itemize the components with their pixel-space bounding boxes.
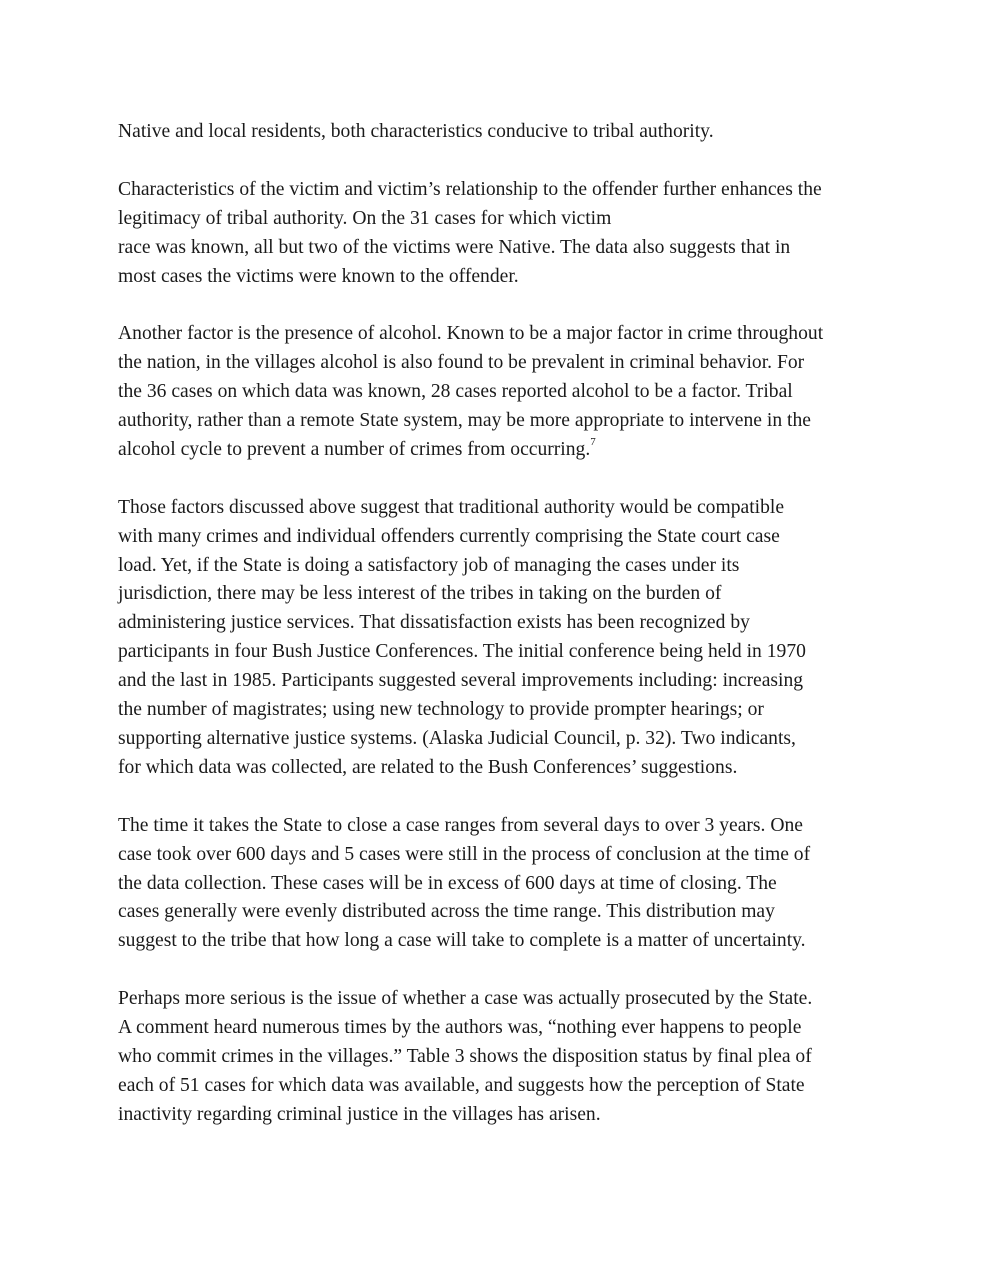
text-line: who commit crimes in the villages.” Table 3 shows the disposition status by final plea of xyxy=(118,1045,812,1067)
text-line: cases generally were evenly distributed across the time range. This distribution may xyxy=(118,901,775,923)
text-line: participants in four Bush Justice Conferences. The initial conference being held in 1970 xyxy=(118,641,806,663)
text-line: authority, rather than a remote State system, may be more appropriate to intervene in the xyxy=(118,410,811,432)
paragraph-4 xyxy=(118,494,898,783)
text-line: with many crimes and individual offenders currently comprising the State court case xyxy=(118,525,780,547)
footnote-marker[interactable]: 7 xyxy=(590,436,596,449)
document-page xyxy=(118,118,898,1159)
paragraph-6 xyxy=(118,985,898,1130)
text-line: Another factor is the presence of alcohol. Known to be a major factor in crime throughout xyxy=(118,323,824,345)
text-line: race was known, all but two of the victims were Native. The data also suggests that in xyxy=(118,236,791,258)
text-line: legitimacy of tribal authority. On the 31 cases for which victim xyxy=(118,207,612,229)
text-line: the nation, in the villages alcohol is also found to be prevalent in criminal behavior. For xyxy=(118,352,805,374)
text-line-with-footnote xyxy=(118,436,898,465)
text-line: each of 51 cases for which data was available, and suggests how the perception of State xyxy=(118,1074,805,1096)
text-line: Characteristics of the victim and victim’s relationship to the offender further enhances the xyxy=(118,178,822,200)
text-line: suggest to the tribe that how long a case will take to complete is a matter of uncertainty. xyxy=(118,930,806,952)
paragraph-2 xyxy=(118,176,898,292)
text-line: jurisdiction, there may be less interest of the tribes in taking on the burden of xyxy=(118,583,722,605)
paragraph-1 xyxy=(118,118,898,147)
text-line: load. Yet, if the State is doing a satisfactory job of managing the cases under its xyxy=(118,554,740,576)
text-line: the data collection. These cases will be in excess of 600 days at time of closing. The xyxy=(118,872,777,894)
text-line: Perhaps more serious is the issue of whether a case was actually prosecuted by the State. xyxy=(118,988,813,1010)
paragraph-5 xyxy=(118,812,898,957)
paragraph-3 xyxy=(118,320,898,465)
text-line: for which data was collected, are related to the Bush Conferences’ suggestions. xyxy=(118,756,738,778)
text-line: alcohol cycle to prevent a number of crimes from occurring. xyxy=(118,438,591,460)
text-line: supporting alternative justice systems. (Alaska Judicial Council, p. 32). Two indicants, xyxy=(118,727,796,749)
text-line: case took over 600 days and 5 cases were still in the process of conclusion at the time of xyxy=(118,843,811,865)
text-line: the number of magistrates; using new technology to provide prompter hearings; or xyxy=(118,699,764,721)
text-line: Native and local residents, both characteristics conducive to tribal authority. xyxy=(118,121,714,142)
text-line: most cases the victims were known to the offender. xyxy=(118,265,519,287)
text-line: Those factors discussed above suggest that traditional authority would be compatible xyxy=(118,496,785,518)
text-line: administering justice services. That dissatisfaction exists has been recognized by xyxy=(118,612,750,634)
text-line: inactivity regarding criminal justice in the villages has arisen. xyxy=(118,1103,601,1125)
text-line: The time it takes the State to close a case ranges from several days to over 3 years. One xyxy=(118,814,803,836)
text-line: A comment heard numerous times by the authors was, “nothing ever happens to people xyxy=(118,1017,802,1039)
text-line: the 36 cases on which data was known, 28 cases reported alcohol to be a factor. Tribal xyxy=(118,381,793,403)
text-line: and the last in 1985. Participants suggested several improvements including: increasing xyxy=(118,670,804,692)
